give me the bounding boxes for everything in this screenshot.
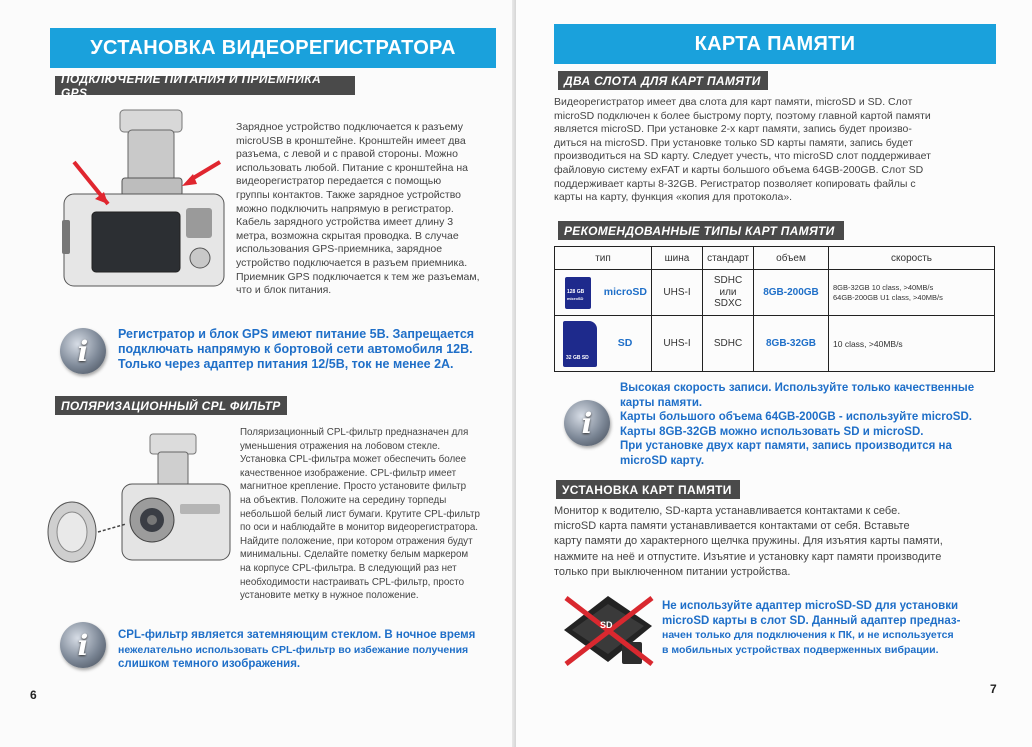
text-line: уменьшения отражения на лобовом стекле.: [240, 440, 441, 452]
text-line: можно подключить напрямую в регистратор.: [236, 202, 454, 215]
text-line: группы контактов. Также зарядное устройство: [236, 188, 462, 201]
cpl-filter-text: [240, 426, 496, 603]
speed-line: 8GB-32GB 10 class, >40MB/s: [833, 282, 934, 292]
cpl-filter-illustration: [40, 428, 235, 578]
info-icon: i: [60, 328, 106, 374]
note-line: Карты большого объема 64GB-200GB - используйте microSD.: [620, 411, 972, 424]
adapter-label: SD: [600, 620, 613, 630]
standard-cell: [703, 270, 754, 316]
section-title-recommended-cards: РЕКОМЕНДОВАННЫЕ ТИПЫ КАРТ ПАМЯТИ: [558, 221, 844, 240]
text-line: на корпусе CPL-фильтра. В следующий раз нет: [240, 562, 457, 574]
section-title-card-install: УСТАНОВКА КАРТ ПАМЯТИ: [556, 480, 740, 499]
standard-line: SDXC: [714, 298, 742, 310]
text-line: microUSB в кронштейне. Кронштейн имеет два: [236, 134, 466, 147]
card-install-text: [554, 504, 998, 580]
note-line: При установке двух карт памяти, запись производится на: [620, 440, 952, 453]
text-line: карты на карту, функция «копия для протокола».: [554, 191, 793, 204]
info-icon: i: [564, 400, 610, 446]
card-type: microSD: [603, 286, 647, 299]
text-line: Зарядное устройство подключается к разъему: [236, 121, 464, 133]
note-line: карты памяти.: [620, 396, 703, 409]
text-line: Поляризационный CPL-фильтр предназначен для: [240, 427, 469, 438]
speed-line: 64GB-200GB U1 class, >40MB/s: [833, 292, 943, 302]
note-line: Только через адаптер питания 12/5В, ток не менее 2А.: [118, 357, 454, 371]
text-line: microSD подключен к более быстрому порту, поэтому главной картой памяти: [554, 109, 931, 122]
column-header: объем: [754, 247, 829, 270]
note-line: Не используйте адаптер microSD-SD для установки: [662, 600, 959, 612]
text-line: необходимости настраивать CPL-фильтр, просто: [240, 576, 465, 588]
adapter-warning-note: [662, 599, 1002, 657]
section-title-cpl-filter: ПОЛЯРИЗАЦИОННЫЙ CPL ФИЛЬТР: [55, 396, 287, 415]
card-icon-label: 128 GB: [567, 288, 585, 295]
card-icon-sublabel: microSD: [567, 295, 584, 301]
microsd-card-icon: [565, 277, 591, 309]
bus-cell: UHS-I: [652, 270, 703, 316]
power-gps-text: [236, 121, 496, 298]
note-line: microSD карты в слот SD. Данный адаптер предназ-: [662, 614, 961, 627]
text-line: Монитор к водителю, SD-карта устанавливается контактами к себе.: [554, 505, 901, 517]
note-line: Высокая скорость записи. Используйте только качественные: [620, 382, 975, 394]
note-line: в мобильных устройствах подверженных вибрации.: [662, 643, 939, 656]
volume-cell: 8GB-32GB: [754, 316, 829, 372]
text-line: только при выключенном питании устройства.: [554, 565, 791, 578]
text-line: видеорегистратор передается с помощью: [236, 175, 442, 188]
text-line: небольшой белый лист бумаги. Крутите CPL-фильтр: [240, 508, 480, 520]
text-line: Видеорегистратор имеет два слота для карт памяти, microSD и SD. Слот: [554, 96, 913, 108]
text-line: нажмите на неё и отпустите. Изъятие и установку карт памяти производите: [554, 550, 942, 563]
standard-cell: SDHC: [703, 316, 754, 372]
two-slots-text: [554, 96, 998, 205]
text-line: Приемник GPS подключается к тем же разъемам,: [236, 270, 480, 283]
note-line: CPL-фильтр является затемняющим стеклом. В ночное время: [118, 629, 476, 641]
text-line: устройство подключается в разъем приемника.: [236, 256, 468, 269]
column-header: скорость: [829, 247, 995, 270]
bus-cell: UHS-I: [652, 316, 703, 372]
text-line: файловую систему exFAT и карты большого объема 64GB-200GB. Слот SD: [554, 163, 924, 176]
text-line: является microSD. При установке 2-х карт памяти, запись будет произво-: [554, 123, 912, 136]
text-line: использовать любой. Питание с кронштейна на: [236, 161, 468, 174]
note-line: нежелательно использовать CPL-фильтр во избежание получения: [118, 643, 469, 656]
section-title-two-slots: ДВА СЛОТА ДЛЯ КАРТ ПАМЯТИ: [558, 71, 768, 90]
cpl-warning-note: [118, 628, 498, 672]
text-line: microSD карта памяти устанавливается контактами от себя. Вставьте: [554, 520, 910, 533]
speed-cell: [829, 270, 995, 316]
info-icon: i: [60, 622, 106, 668]
card-type-cell: [555, 270, 652, 316]
dashcam-mount-illustration: [52, 100, 232, 290]
note-line: подключать напрямую к бортовой сети автомобиля 12В.: [118, 342, 473, 356]
text-line: Кабель зарядного устройства имеет длину 3: [236, 216, 454, 229]
memory-card-table: [554, 246, 995, 372]
card-recommendation-note: [620, 381, 1010, 469]
text-line: метра, возможна скрытая проводка. В случае: [236, 229, 459, 242]
text-line: качественное изображение. CPL-фильтр имеет: [240, 467, 457, 479]
standard-line: или: [719, 286, 737, 298]
power-warning-note: [118, 327, 508, 372]
page-number: 7: [990, 682, 997, 696]
sd-card-icon: [563, 321, 597, 367]
column-header: шина: [652, 247, 703, 270]
text-line: минимальны. Сделайте пометку белым маркером: [240, 549, 469, 561]
left-banner: УСТАНОВКА ВИДЕОРЕГИСТРАТОРА: [50, 28, 496, 68]
text-line: разъема, с левой и с правой стороны. Можно: [236, 148, 458, 161]
table-row: [555, 316, 995, 372]
note-line: Регистратор и блок GPS имеют питание 5В. Запрещается: [118, 327, 475, 341]
sd-adapter-image: [556, 590, 666, 670]
table-row: [555, 270, 995, 316]
page-number: 6: [30, 688, 37, 702]
text-line: производиться на SD карту. Следует учесть, что microSD слот поддерживает: [554, 150, 931, 163]
sd-adapter-graphic: [556, 590, 666, 670]
text-line: по оси и наблюдайте в монитор видеорегистратора.: [240, 522, 479, 534]
card-type: SD: [617, 337, 633, 350]
text-line: установите метку в нужное положение.: [240, 590, 419, 602]
right-banner: КАРТА ПАМЯТИ: [554, 24, 996, 64]
text-line: Установка CPL-фильтра может обеспечить более: [240, 454, 467, 466]
text-line: магнитное крепление. Просто установите фильтр: [240, 481, 467, 493]
section-title-power-gps: ПОДКЛЮЧЕНИЕ ПИТАНИЯ И ПРИЁМНИКА GPS: [55, 76, 355, 95]
card-icon-label: 32 GB SD: [566, 354, 589, 361]
text-line: на объектив. Положите на середину торпеды: [240, 494, 447, 506]
text-line: диться на microSD. При установке только SD карты памяти, запись будет: [554, 136, 913, 149]
note-line: слишком темного изображения.: [118, 658, 301, 671]
column-header: стандарт: [703, 247, 754, 270]
table-header-row: [555, 247, 995, 270]
text-line: что и блок питания.: [236, 284, 332, 297]
note-line: Карты 8GB-32GB можно использовать SD и microSD.: [620, 425, 924, 438]
volume-cell: 8GB-200GB: [754, 270, 829, 316]
note-line: начен только для подключения к ПК, и не используется: [662, 629, 954, 642]
text-line: Найдите положение, при котором отражения будут: [240, 535, 473, 547]
column-header: тип: [555, 247, 652, 270]
card-type-cell: [555, 316, 652, 372]
note-line: microSD карту.: [620, 454, 705, 467]
text-line: поддерживает карты 8-32GB. Регистратор позволяет копировать файлы с: [554, 177, 916, 190]
text-line: использования GPS-приемника, зарядное: [236, 243, 443, 256]
standard-line: SDHC: [713, 275, 743, 287]
text-line: карту памяти до характерного щелчка пружины. Для изъятия карты памяти,: [554, 535, 943, 548]
right-page: [516, 0, 1032, 747]
speed-cell: 10 class, >40MB/s: [829, 316, 995, 372]
